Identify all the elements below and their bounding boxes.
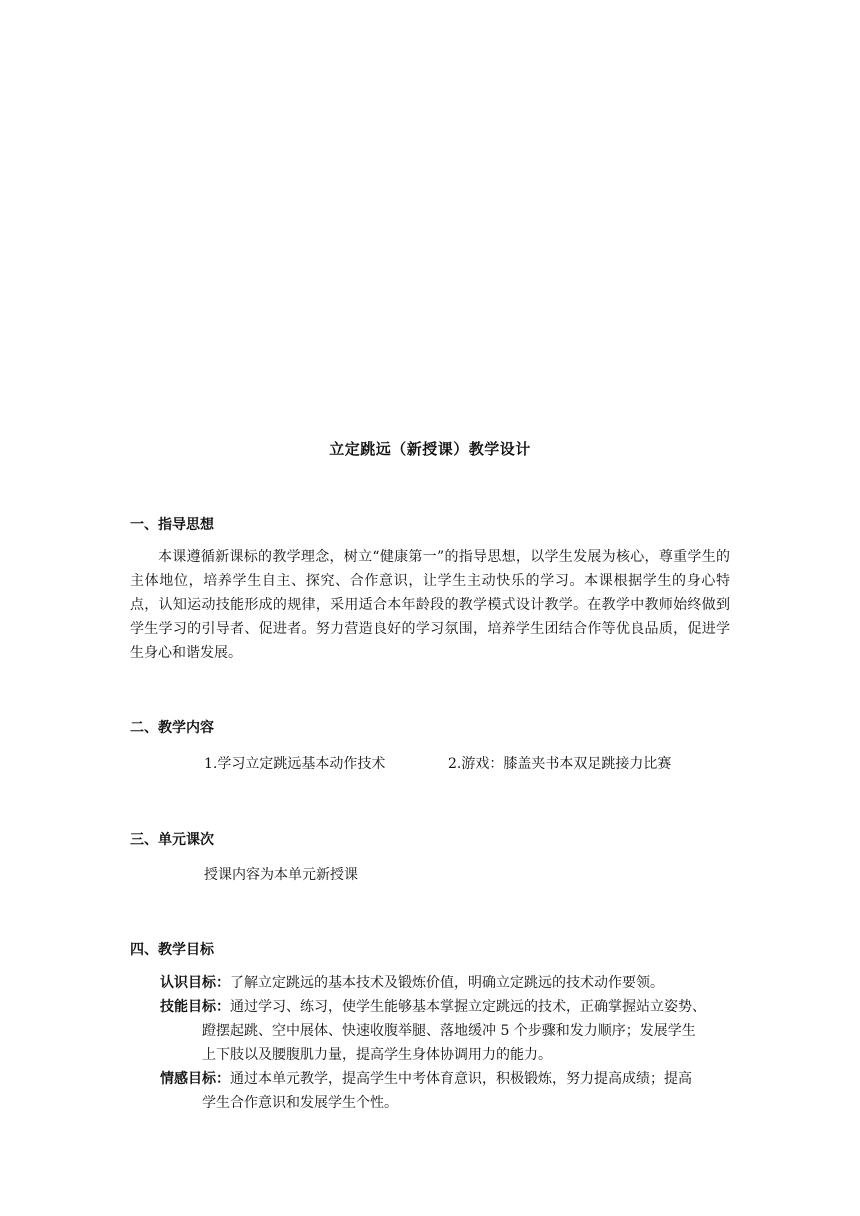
goal-skill-line2: 蹬摆起跳、空中展体、快速收腹举腿、落地缓冲 5 个步骤和发力顺序；发展学生: [202, 1023, 696, 1039]
section-heading-unit: 三、单元课次: [130, 832, 214, 848]
section-heading-goals: 四、教学目标: [130, 942, 214, 958]
goal-emotion-line2: 学生合作意识和发展学生个性。: [202, 1095, 398, 1111]
goal-emotion-line1: 通过本单元教学，提高学生中考体育意识，积极锻炼，努力提高成绩；提高: [230, 1071, 692, 1087]
section-heading-guiding: 一、指导思想: [130, 517, 214, 533]
goal-emotion-label: 情感目标：: [160, 1071, 230, 1087]
goal-skill-line1: 通过学习、练习，使学生能够基本掌握立定跳远的技术，正确掌握站立姿势、: [230, 999, 706, 1015]
goal-skill: [160, 995, 732, 1067]
section-heading-content: 二、教学内容: [130, 720, 214, 736]
document-title: 立定跳远（新授课）教学设计: [329, 440, 531, 458]
goal-cognitive-line1: 了解立定跳远的基本技术及锻炼价值，明确立定跳远的技术动作要领。: [230, 975, 664, 991]
goal-skill-line3: 上下肢以及腰腹肌力量，提高学生身体协调用力的能力。: [202, 1047, 552, 1063]
goal-emotion: [160, 1067, 732, 1115]
unit-text: 授课内容为本单元新授课: [204, 867, 358, 883]
goal-cognitive: [160, 971, 732, 995]
guiding-paragraph: [130, 545, 730, 665]
guiding-text: 本课遵循新课标的教学理念，树立“健康第一”的指导思想，以学生发展为核心，尊重学生的主体地位，培养学生自主、探究、合作意识，让学生主动快乐的学习。本课根据学生的身心特点，认知运动技能形成的规律，采用适合本年龄段的教学模式设计教学。在教学中教师始终做到学生学习的引导者、促进者。努力营造良好的学习氛围，培养学生团结合作等优良品质，促进学生身心和谐发展。: [130, 549, 730, 661]
goal-skill-label: 技能目标：: [160, 999, 230, 1015]
content-item-1: 1.学习立定跳远基本动作技术: [204, 756, 386, 772]
goal-cognitive-label: 认识目标：: [160, 975, 230, 991]
content-item-2: 2.游戏：膝盖夹书本双足跳接力比赛: [448, 756, 672, 772]
